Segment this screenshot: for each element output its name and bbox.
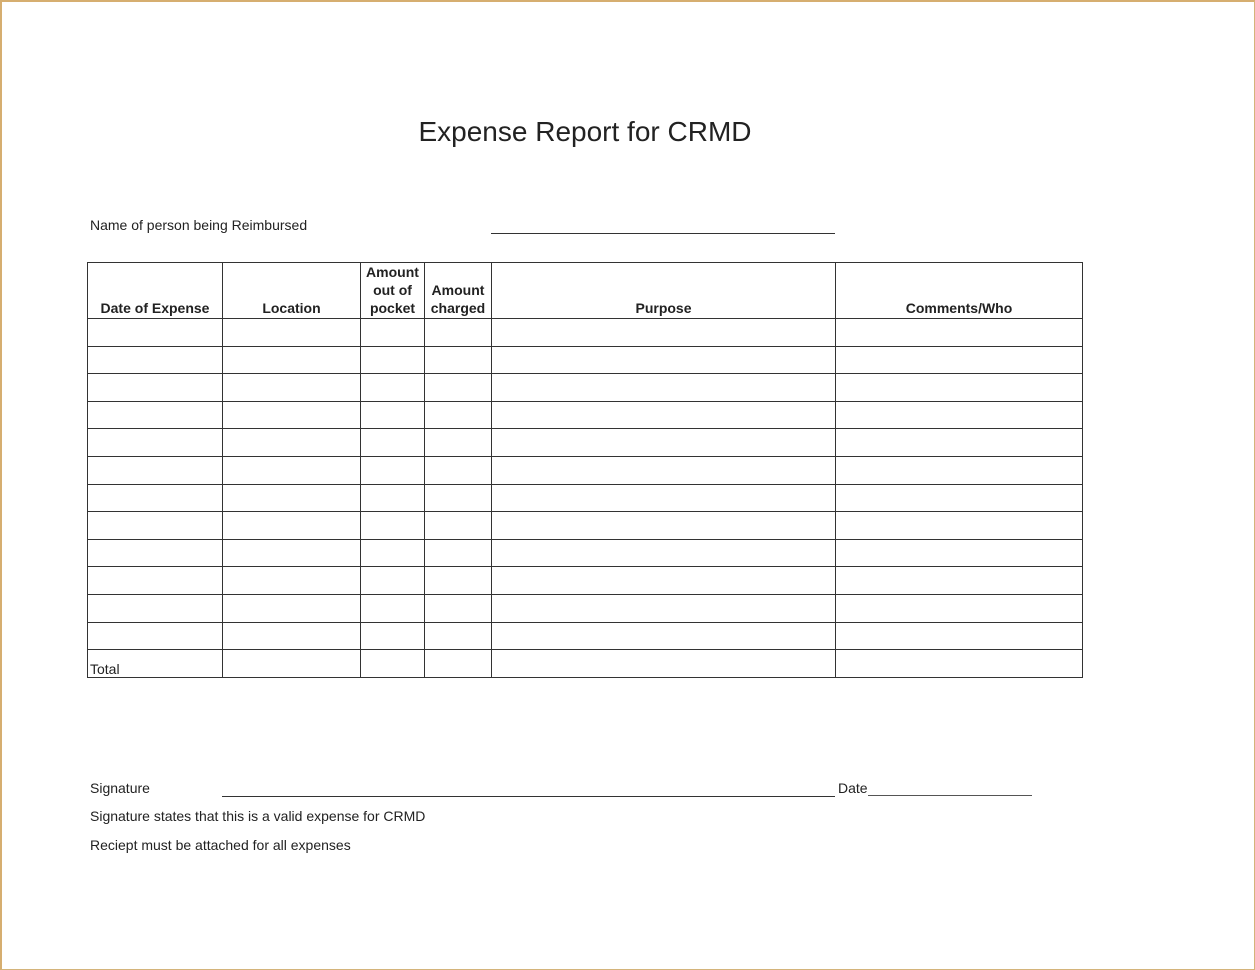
total-cell[interactable] (836, 650, 1083, 678)
date-input-line[interactable] (868, 795, 1032, 796)
table-cell[interactable] (361, 484, 425, 512)
table-cell[interactable] (836, 484, 1083, 512)
table-cell[interactable] (223, 346, 361, 374)
table-cell[interactable] (836, 539, 1083, 567)
table-cell[interactable] (223, 401, 361, 429)
table-cell[interactable] (223, 622, 361, 650)
name-label: Name of person being Reimbursed (90, 217, 308, 233)
table-cell[interactable] (492, 622, 836, 650)
header-amount-charged: Amount charged (425, 263, 492, 319)
table-cell[interactable] (492, 512, 836, 540)
table-cell[interactable] (88, 319, 223, 347)
table-row (88, 622, 1083, 650)
table-cell[interactable] (223, 594, 361, 622)
table-cell[interactable] (88, 456, 223, 484)
table-row (88, 539, 1083, 567)
table-cell[interactable] (836, 622, 1083, 650)
table-cell[interactable] (425, 484, 492, 512)
table-cell[interactable] (88, 401, 223, 429)
table-cell[interactable] (836, 456, 1083, 484)
table-row (88, 512, 1083, 540)
table-cell[interactable] (88, 567, 223, 595)
table-cell[interactable] (492, 346, 836, 374)
total-label: Total (88, 650, 223, 678)
table-cell[interactable] (836, 594, 1083, 622)
table-row (88, 567, 1083, 595)
total-cell[interactable] (223, 650, 361, 678)
name-input-line[interactable] (491, 233, 835, 234)
table-cell[interactable] (223, 539, 361, 567)
table-cell[interactable] (492, 539, 836, 567)
table-cell[interactable] (425, 567, 492, 595)
table-cell[interactable] (361, 622, 425, 650)
table-row (88, 429, 1083, 457)
table-cell[interactable] (492, 319, 836, 347)
table-cell[interactable] (425, 539, 492, 567)
table-cell[interactable] (223, 512, 361, 540)
header-purpose: Purpose (492, 263, 836, 319)
receipt-note: Reciept must be attached for all expenses (90, 837, 351, 853)
table-cell[interactable] (88, 429, 223, 457)
table-cell[interactable] (361, 456, 425, 484)
table-header-row (88, 263, 1083, 319)
table-cell[interactable] (223, 429, 361, 457)
header-location: Location (223, 263, 361, 319)
table-cell[interactable] (836, 567, 1083, 595)
table-cell[interactable] (88, 484, 223, 512)
table-cell[interactable] (492, 484, 836, 512)
table-cell[interactable] (361, 594, 425, 622)
table-cell[interactable] (88, 374, 223, 402)
table-cell[interactable] (88, 512, 223, 540)
table-cell[interactable] (425, 512, 492, 540)
table-cell[interactable] (492, 456, 836, 484)
table-cell[interactable] (425, 374, 492, 402)
table-cell[interactable] (223, 484, 361, 512)
expense-table (87, 262, 1083, 678)
table-cell[interactable] (492, 567, 836, 595)
header-comments: Comments/Who (836, 263, 1083, 319)
table-cell[interactable] (361, 374, 425, 402)
table-row (88, 594, 1083, 622)
table-cell[interactable] (223, 319, 361, 347)
table-cell[interactable] (492, 429, 836, 457)
table-cell[interactable] (88, 346, 223, 374)
header-date: Date of Expense (88, 263, 223, 319)
total-cell[interactable] (492, 650, 836, 678)
table-cell[interactable] (361, 401, 425, 429)
table-cell[interactable] (425, 594, 492, 622)
signature-note: Signature states that this is a valid expense for CRMD (90, 808, 426, 824)
table-cell[interactable] (361, 539, 425, 567)
signature-label: Signature (90, 780, 150, 796)
table-cell[interactable] (88, 622, 223, 650)
table-cell[interactable] (425, 622, 492, 650)
table-cell[interactable] (361, 512, 425, 540)
table-row (88, 456, 1083, 484)
table-cell[interactable] (425, 401, 492, 429)
table-cell[interactable] (836, 319, 1083, 347)
table-cell[interactable] (425, 346, 492, 374)
table-cell[interactable] (836, 346, 1083, 374)
table-row (88, 374, 1083, 402)
table-cell[interactable] (361, 567, 425, 595)
signature-input-line[interactable] (222, 796, 835, 797)
table-cell[interactable] (223, 456, 361, 484)
table-cell[interactable] (836, 374, 1083, 402)
table-row (88, 484, 1083, 512)
table-cell[interactable] (836, 401, 1083, 429)
table-cell[interactable] (425, 429, 492, 457)
table-row (88, 346, 1083, 374)
table-cell[interactable] (88, 594, 223, 622)
table-cell[interactable] (836, 429, 1083, 457)
total-cell[interactable] (361, 650, 425, 678)
table-cell[interactable] (223, 567, 361, 595)
table-cell[interactable] (223, 374, 361, 402)
table-cell[interactable] (492, 374, 836, 402)
date-label: Date (838, 780, 868, 796)
table-cell[interactable] (836, 512, 1083, 540)
table-cell[interactable] (361, 346, 425, 374)
header-amount-out-of-pocket: Amount out of pocket (361, 263, 425, 319)
table-cell[interactable] (361, 319, 425, 347)
total-cell[interactable] (425, 650, 492, 678)
table-cell[interactable] (425, 456, 492, 484)
page-title: Expense Report for CRMD (418, 116, 752, 147)
table-row (88, 401, 1083, 429)
table-cell[interactable] (361, 429, 425, 457)
table-cell[interactable] (88, 539, 223, 567)
table-row (88, 319, 1083, 347)
table-cell[interactable] (425, 319, 492, 347)
table-cell[interactable] (492, 401, 836, 429)
table-cell[interactable] (492, 594, 836, 622)
total-row (88, 650, 1083, 678)
